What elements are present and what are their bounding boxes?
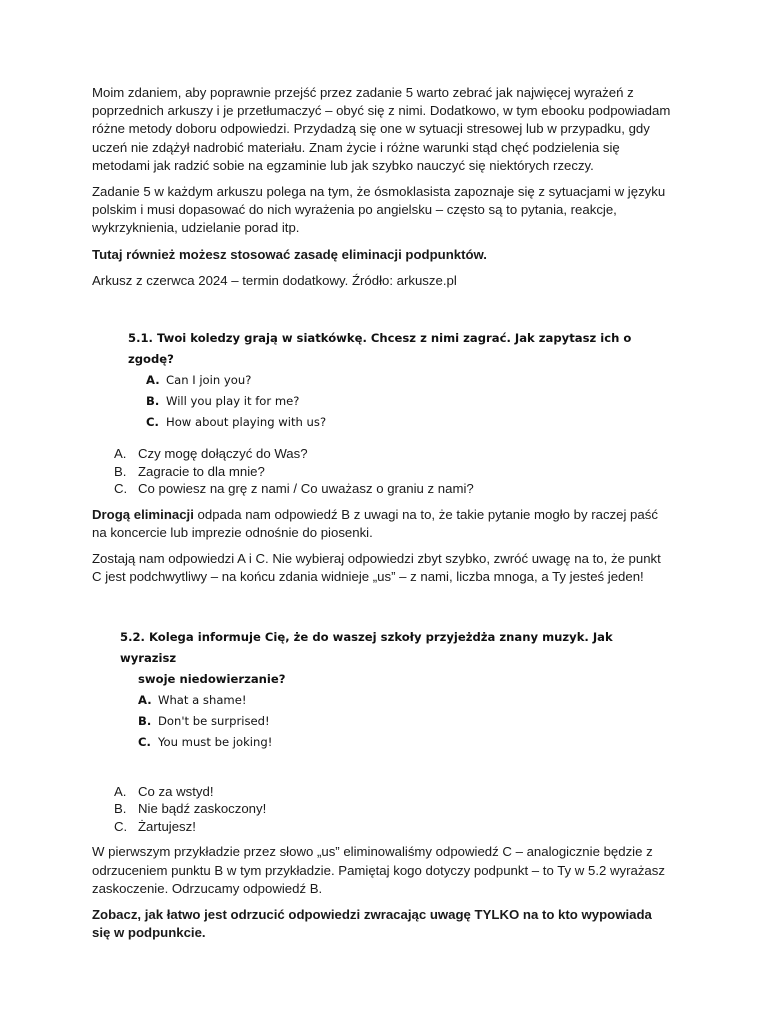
spacer bbox=[92, 298, 672, 328]
elimination-tip: Tutaj również możesz stosować zasadę eliminacji podpunktów. bbox=[92, 246, 487, 262]
translation-list-1 bbox=[92, 445, 672, 498]
list-item: B. Zagracie to dla mnie? bbox=[114, 463, 265, 479]
analysis-2-paragraph-1: W pierwszym przykładzie przez słowo „us” eliminowaliśmy odpowiedź C – analogicznie będzie z odrzuceniem punktu B w tym przykładzie. Pamiętaj kogo dotyczy podpunkt – to Ty w 5.2 wyrażasz zaskoczenie. Odrzucamy odpowiedź B. bbox=[92, 844, 665, 896]
list-item: A. Co za wstyd! bbox=[114, 783, 214, 799]
translation-list-2 bbox=[92, 783, 672, 836]
analysis-2-conclusion: Zobacz, jak łatwo jest odrzucić odpowiedzi zwracając uwagę TYLKO na to kto wypowiada się w podpunkcie. bbox=[92, 907, 652, 941]
list-item: C. Co powiesz na grę z nami / Co uważasz o graniu z nami? bbox=[114, 481, 474, 497]
spacer bbox=[92, 595, 672, 627]
intro-paragraph-1: Moim zdaniem, aby poprawnie przejść przez zadanie 5 warto zebrać jak najwięcej wyrażeń z poprzednich arkuszy i je przetłumaczyć – obyć się z nimi. Dodatkowo, w tym ebooku podpowiadam różne metody doboru odpowiedzi. Przydadzą się one w sytuacji stresowej lub w przypadku, gdy uczeń nie zdążył nadrobić materiału. Znam życie i różne warunki stąd chęć podzielenia się metodami jak radzić sobie na egzaminie lub jak szybko nauczyć się niektórych rzeczy. bbox=[92, 85, 671, 173]
exam-option: B. Don't be surprised! bbox=[138, 713, 270, 728]
list-item: A. Czy mogę dołączyć do Was? bbox=[114, 446, 308, 462]
analysis-1-paragraph-2: Zostają nam odpowiedzi A i C. Nie wybieraj odpowiedzi zbyt szybko, zwróć uwagę na to, że punkt C jest podchwytliwy – na końcu zdania widnieje „us” – z nami, liczba mnoga, a Ty jesteś jeden! bbox=[92, 551, 661, 585]
exam-excerpt-5-2 bbox=[120, 627, 672, 753]
list-item: C. Żartujesz! bbox=[114, 818, 196, 834]
exam-option: A. Can I join you? bbox=[146, 373, 252, 388]
exam-option: A. What a shame! bbox=[138, 692, 247, 707]
exam-option: B. Will you play it for me? bbox=[146, 394, 300, 409]
exam-option: C. How about playing with us? bbox=[146, 415, 327, 430]
list-item: B. Nie bądź zaskoczony! bbox=[114, 801, 267, 817]
source-note: Arkusz z czerwca 2024 – termin dodatkowy. Źródło: arkusze.pl bbox=[92, 272, 457, 288]
exam-question: 5.2. Kolega informuje Cię, że do waszej szkoły przyjeżdża znany muzyk. Jak wyrazisz swoje niedowierzanie? bbox=[120, 629, 613, 686]
analysis-1-paragraph-1: Drogą eliminacji odpada nam odpowiedź B z uwagi na to, że takie pytanie mogło by raczej paść na koncercie lub imprezie odnośnie do piosenki. bbox=[92, 506, 658, 541]
exam-excerpt-5-1 bbox=[128, 328, 672, 433]
exam-question: 5.1. Twoi koledzy grają w siatkówkę. Chcesz z nimi zagrać. Jak zapytasz ich o zgodę? bbox=[128, 331, 632, 367]
document-content bbox=[92, 84, 672, 950]
exam-option: C. You must be joking! bbox=[138, 734, 273, 749]
intro-paragraph-2: Zadanie 5 w każdym arkuszu polega na tym, że ósmoklasista zapoznaje się z sytuacjami w języku polskim i musi dopasować do nich wyrażenia po angielsku – często są to pytania, reakcje, wykrzyknienia, udzielanie porad itp. bbox=[92, 184, 666, 236]
